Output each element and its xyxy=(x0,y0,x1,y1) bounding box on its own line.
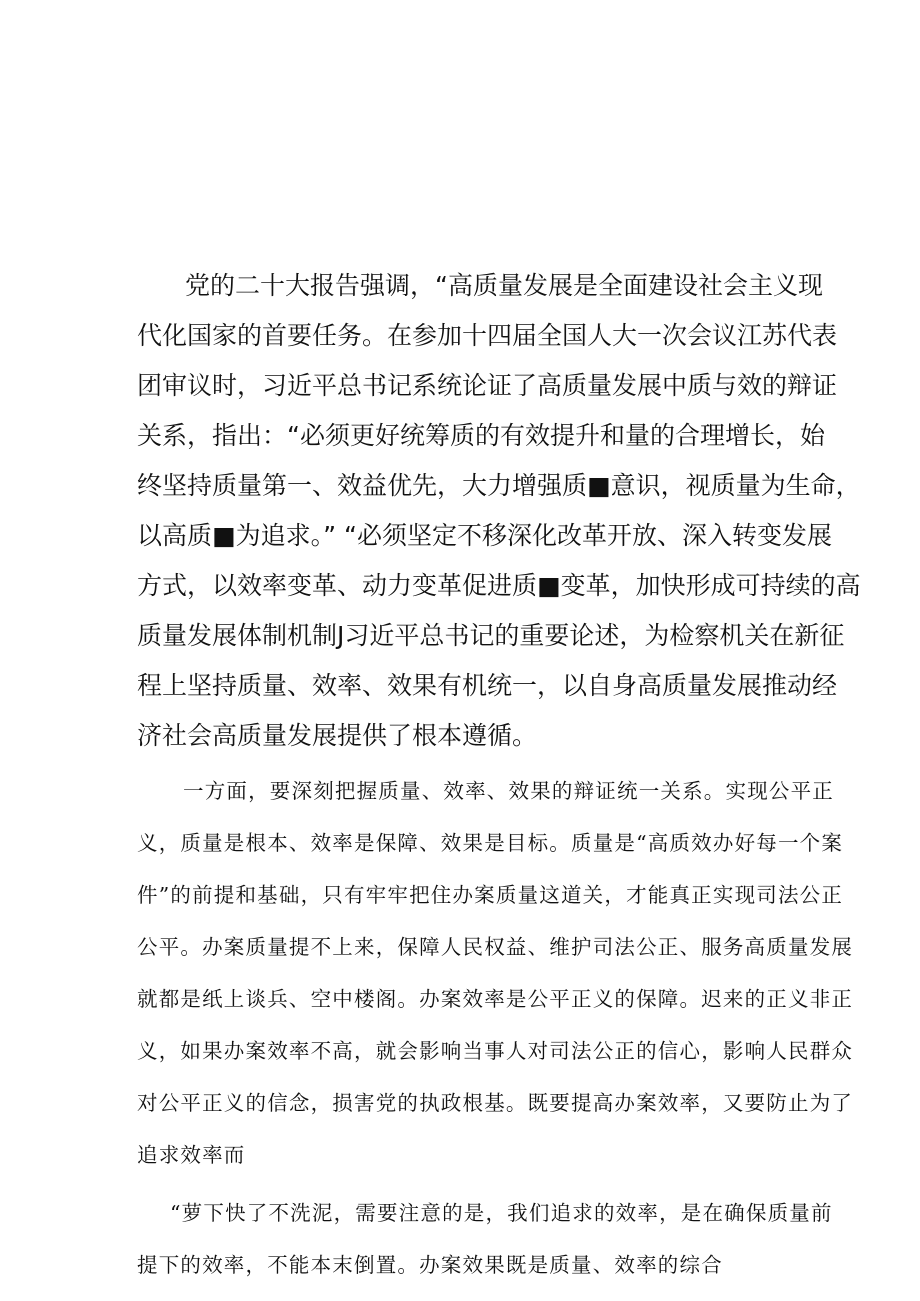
paragraph-1-line-2: 代化国家的首要任务。在参加十四届全国人大一次会议江苏代表 xyxy=(137,321,838,350)
paragraph-1-line-6: 以高质■为追求。” “必须坚定不移深化改革开放、深入转变发展 xyxy=(137,521,832,550)
paragraph-2-line-5: 就都是纸上谈兵、空中楼阁。办案效率是公平正义的保障。迟来的正义非正 xyxy=(137,987,854,1011)
paragraph-1-line-8: 质量发展体制机制J习近平总书记的重要论述，为检察机关在新征 xyxy=(137,621,845,650)
paragraph-1-line-5: 终坚持质量第一、效益优先，大力增强质■意识，视质量为生命， xyxy=(137,471,861,500)
paragraph-2-line-7: 对公平正义的信念，损害党的执政根基。既要提高办案效率，又要防止为了 xyxy=(137,1091,854,1115)
paragraph-1-line-4: 关系，指出：“必须更好统筹质的有效提升和量的合理增长，始 xyxy=(137,421,825,450)
paragraph-3-line-1: “萝下快了不洗泥，需要注意的是，我们追求的效率，是在确保质量前 xyxy=(170,1201,833,1225)
paragraph-2-line-1: 一方面，要深刻把握质量、效率、效果的辩证统一关系。实现公平正 xyxy=(183,779,834,803)
paragraph-2-line-3: 件”的前提和基础，只有牢牢把住办案质量这道关，才能真正实现司法公正 xyxy=(137,883,844,907)
paragraph-3-line-2: 提下的效率，不能本末倒置。办案效果既是质量、效率的综合 xyxy=(137,1253,723,1277)
paragraph-1-line-7: 方式，以效率变革、动力变革促进质■变革，加快形成可持续的高 xyxy=(137,571,861,600)
paragraph-1-line-1: 党的二十大报告强调，“高质量发展是全面建设社会主义现 xyxy=(185,271,823,300)
paragraph-1-line-3: 团审议时，习近平总书记系统论证了高质量发展中质与效的辩证 xyxy=(137,371,838,400)
paragraph-1-line-9: 程上坚持质量、效率、效果有机统一，以自身高质量发展推动经 xyxy=(137,671,838,700)
paragraph-1-line-10: 济社会高质量发展提供了根本遵循。 xyxy=(137,721,538,750)
paragraph-2-line-6: 义，如果办案效率不高，就会影响当事人对司法公正的信心，影响人民群众 xyxy=(137,1039,854,1063)
paragraph-2-line-2: 义，质量是根本、效率是保障、效果是目标。质量是“高质效办好每一个案 xyxy=(137,831,844,855)
paragraph-2-line-4: 公平。办案质量提不上来，保障人民权益、维护司法公正、服务高质量发展 xyxy=(137,935,854,959)
paragraph-2-line-8: 追求效率而 xyxy=(137,1143,246,1167)
